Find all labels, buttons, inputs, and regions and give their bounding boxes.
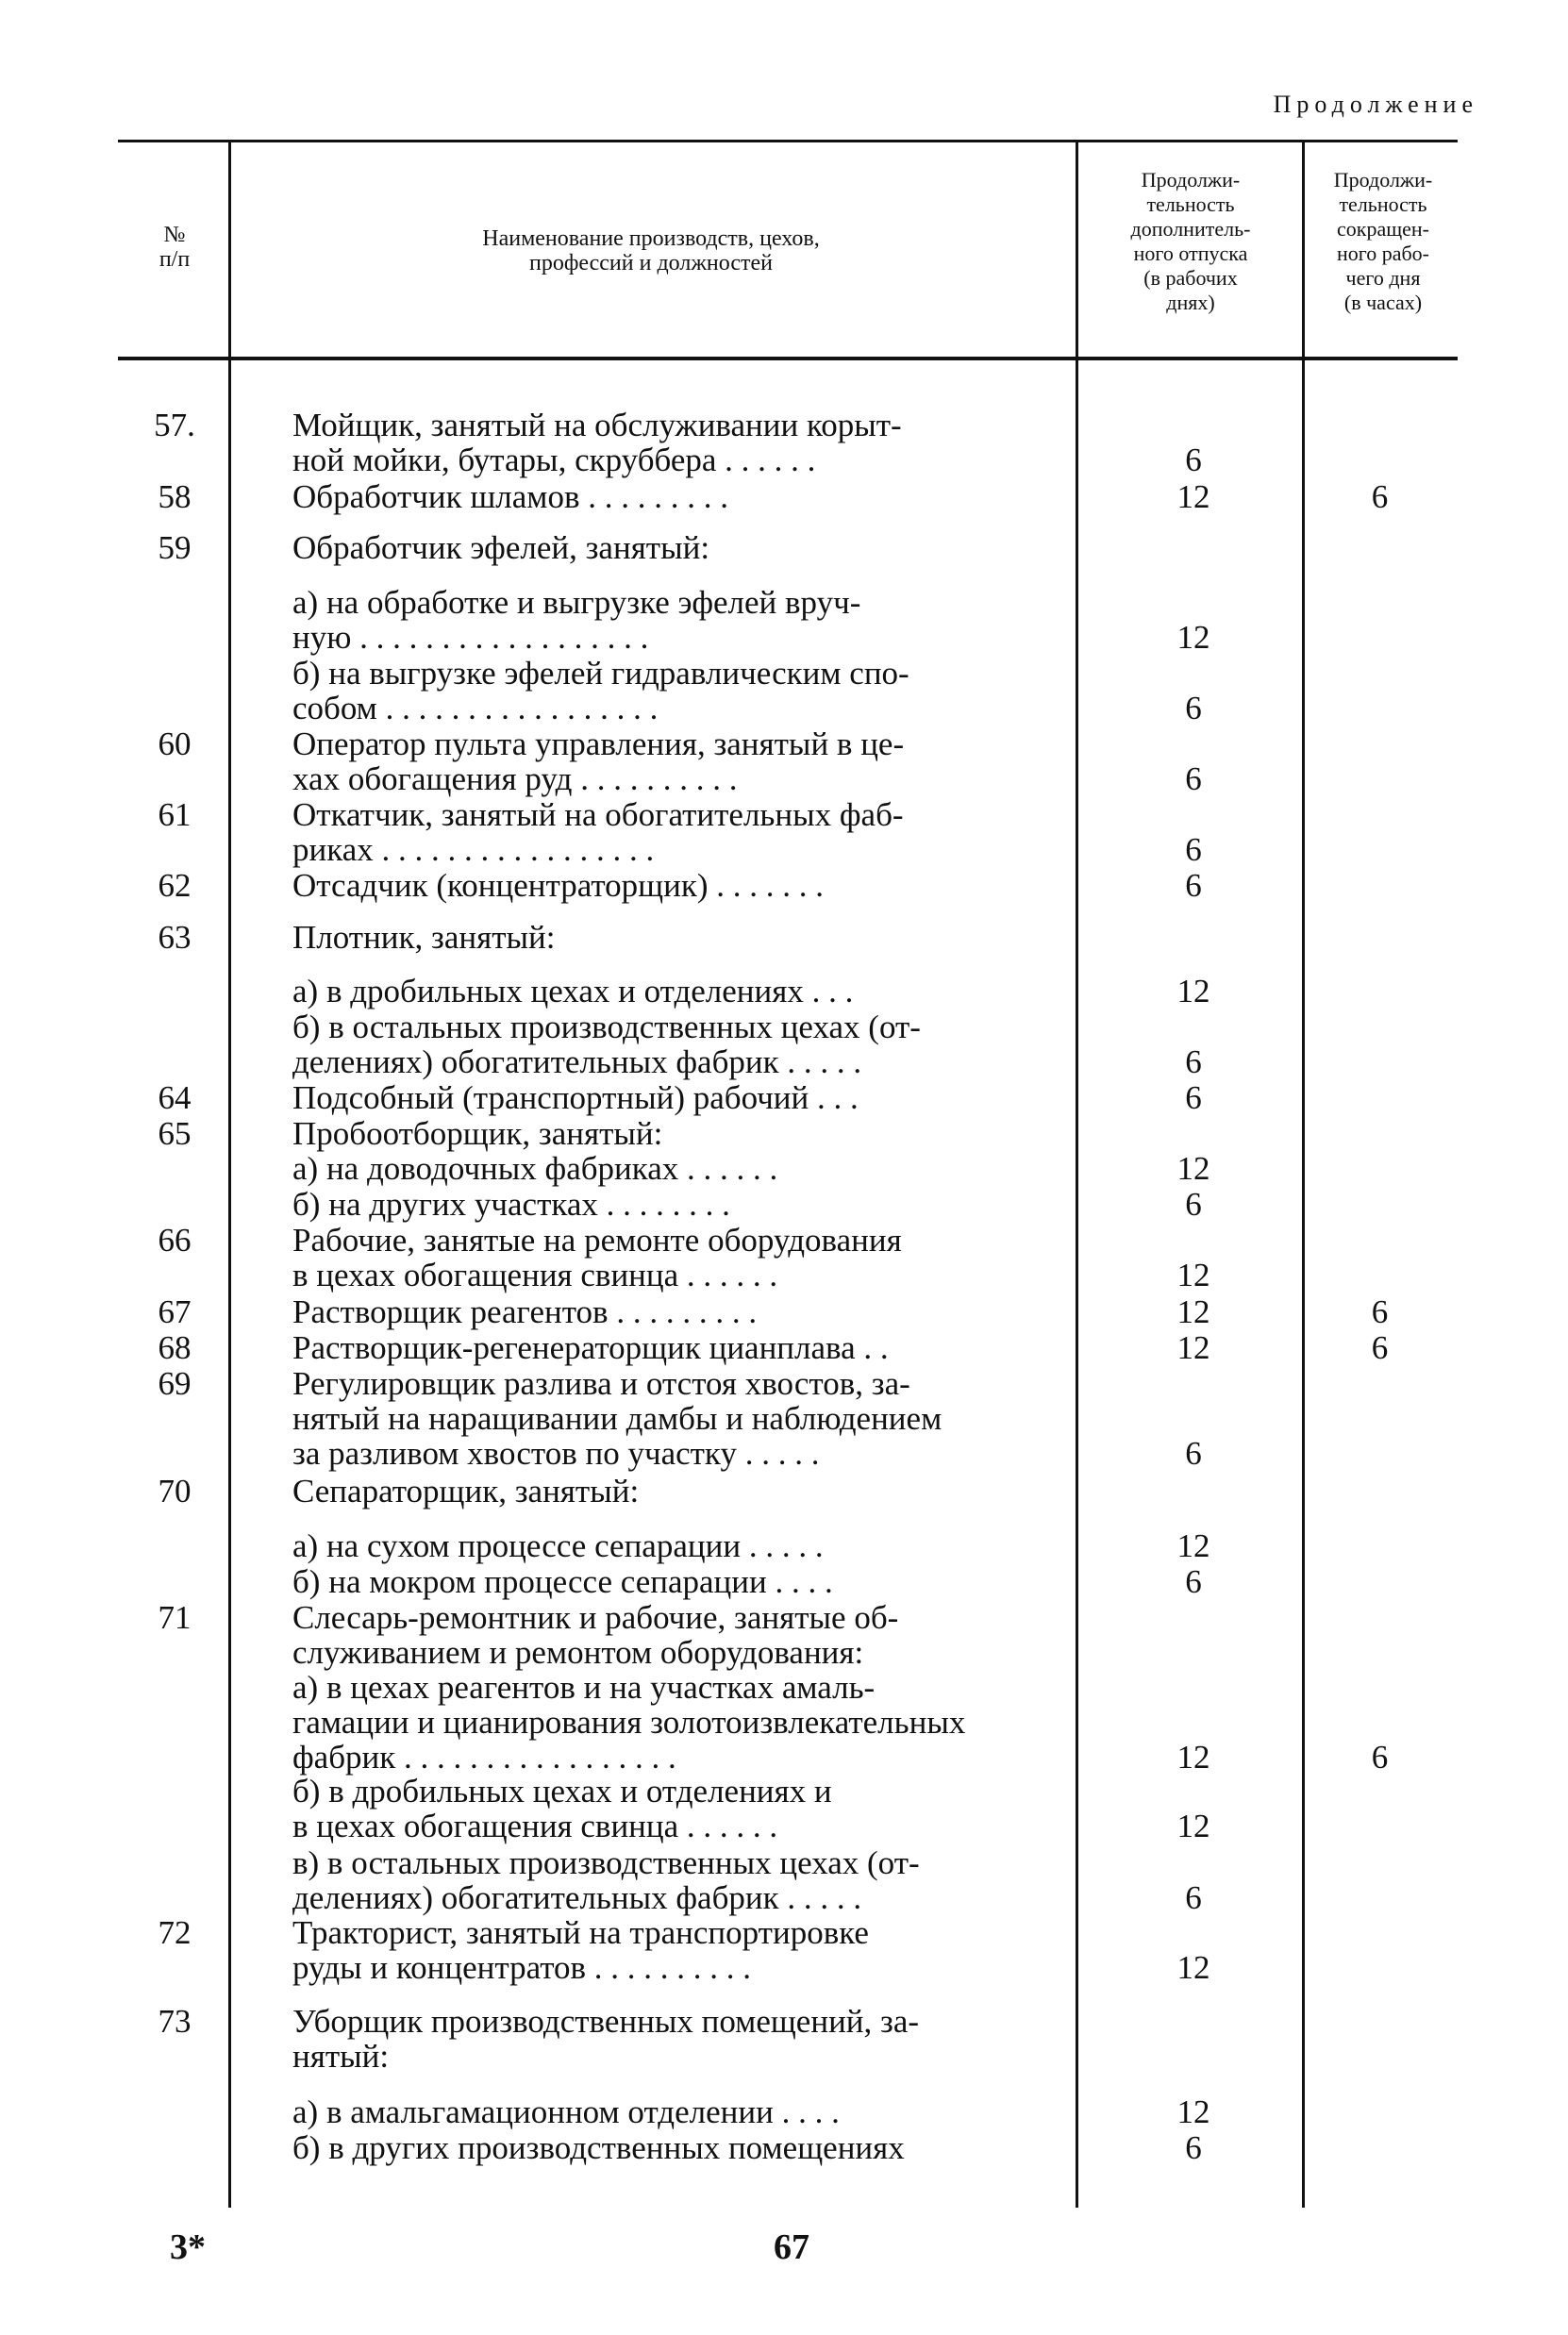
signature-mark: 3*	[170, 2227, 206, 2267]
row-title: Регулировщик разлива и отстоя хвостов, за- нятый на наращивании дамбы и наблюдением за разливом хвостов по участку . . . . .	[292, 1365, 942, 1472]
row-title: Плотник, занятый:	[292, 919, 556, 956]
row-number: 61	[158, 796, 192, 833]
row-title: Тракторист, занятый на транспортировке руды и концентратов . . . . . . . . . .	[292, 1914, 869, 1986]
row-number: 72	[158, 1914, 192, 1951]
row-title: Подсобный (транспортный) рабочий . . .	[292, 1079, 859, 1116]
leave-days: 12	[1176, 2093, 1210, 2130]
workday-hours: 6	[1371, 478, 1389, 515]
row-title: Обработчик шламов . . . . . . . . .	[292, 478, 728, 515]
row-title: а) в цехах реагентов и на участках амаль- гамации и цианирования золотоизвлекательных фабрик . . . . . . . . . . . . . . . . .	[292, 1669, 966, 1776]
header-name: Наименование производств, цехов, профессий и должностей	[482, 226, 820, 275]
leave-days: 6	[1185, 760, 1202, 797]
leave-days: 6	[1185, 831, 1202, 868]
column-divider-1	[228, 142, 231, 2208]
row-title: а) в амальгамационном отделении . . . .	[292, 2093, 840, 2130]
leave-days: 12	[1176, 1527, 1210, 1564]
leave-days: 12	[1176, 1739, 1210, 1776]
row-number: 65	[158, 1115, 192, 1152]
row-title: Уборщик производственных помещений, за- нятый:	[292, 2003, 920, 2075]
row-number: 68	[158, 1329, 192, 1366]
header-leave-duration: Продолжи- тельность дополнитель- ного отпуска (в рабочих днях)	[1130, 168, 1251, 314]
continued-label: Продолжение	[1273, 91, 1478, 118]
leave-days: 12	[1176, 619, 1210, 656]
leave-days: 12	[1176, 1329, 1210, 1366]
row-number: 73	[158, 2003, 192, 2040]
workday-hours: 6	[1371, 1739, 1389, 1776]
leave-days: 12	[1176, 1808, 1210, 1844]
leave-days: 6	[1185, 867, 1202, 904]
row-title: а) на обработке и выгрузке эфелей вруч- ную . . . . . . . . . . . . . . . . . .	[292, 584, 861, 656]
row-number: 71	[158, 1599, 192, 1636]
row-title: Слесарь-ремонтник и рабочие, занятые об- служиванием и ремонтом оборудования:	[292, 1599, 899, 1671]
leave-days: 6	[1185, 1879, 1202, 1916]
row-title: б) на других участках . . . . . . . .	[292, 1186, 730, 1223]
row-title: Отсадчик (концентраторщик) . . . . . . .	[292, 867, 825, 904]
row-title: в) в остальных производственных цехах (от- делениях) обогатительных фабрик . . . . .	[292, 1844, 920, 1916]
row-title: а) в дробильных цехах и отделениях . . .	[292, 973, 854, 1009]
leave-days: 6	[1185, 690, 1202, 726]
row-title: Обработчик эфелей, занятый:	[292, 529, 710, 566]
row-title: б) на мокром процессе сепарации . . . .	[292, 1563, 833, 1600]
leave-days: 6	[1185, 1186, 1202, 1223]
header-number: № п/п	[158, 223, 191, 272]
row-title: Растворщик реагентов . . . . . . . . .	[292, 1293, 758, 1330]
leave-days: 6	[1185, 1079, 1202, 1116]
row-number: 70	[158, 1473, 192, 1509]
row-title: б) на выгрузке эфелей гидравлическим спо- собом . . . . . . . . . . . . . . . . .	[292, 655, 909, 726]
row-title: Сепараторщик, занятый:	[292, 1473, 640, 1509]
workday-hours: 6	[1371, 1293, 1389, 1330]
leave-days: 6	[1185, 442, 1202, 478]
header-bottom-rule	[118, 357, 1458, 360]
header-workday-duration: Продолжи- тельность сокращен- ного рабо- чего дня (в часах)	[1333, 168, 1433, 314]
leave-days: 6	[1185, 1563, 1202, 1600]
row-title: б) в дробильных цехах и отделениях и в цехах обогащения свинца . . . . . .	[292, 1773, 832, 1844]
column-divider-3	[1302, 142, 1305, 2208]
row-number: 67	[158, 1293, 192, 1330]
leave-days: 12	[1176, 1293, 1210, 1330]
column-divider-2	[1076, 142, 1078, 2208]
leave-days: 12	[1176, 1257, 1210, 1293]
row-number: 59	[158, 529, 192, 566]
row-title: Растворщик-регенераторщик цианплава . .	[292, 1329, 889, 1366]
row-title: Оператор пульта управления, занятый в це- хах обогащения руд . . . . . . . . . .	[292, 726, 905, 797]
leave-days: 6	[1185, 1435, 1202, 1472]
leave-days: 12	[1176, 478, 1210, 515]
page-number: 67	[774, 2227, 809, 2267]
row-number: 58	[158, 478, 192, 515]
row-number: 69	[158, 1365, 192, 1402]
workday-hours: 6	[1371, 1329, 1389, 1366]
row-number: 62	[158, 867, 192, 904]
row-title: а) на сухом процессе сепарации . . . . .	[292, 1527, 824, 1564]
row-number: 64	[158, 1079, 192, 1116]
leave-days: 12	[1176, 973, 1210, 1009]
leave-days: 6	[1185, 1043, 1202, 1080]
row-number: 57.	[154, 407, 195, 443]
leave-days: 12	[1176, 1150, 1210, 1187]
row-number: 63	[158, 919, 192, 956]
row-title: а) на доводочных фабриках . . . . . .	[292, 1150, 778, 1187]
row-title: б) в других производственных помещениях	[292, 2129, 905, 2166]
table-top-rule	[118, 140, 1458, 142]
row-title: Откатчик, занятый на обогатительных фаб- риках . . . . . . . . . . . . . . . . .	[292, 796, 904, 868]
row-title: Мойщик, занятый на обслуживании корыт- ной мойки, бутары, скруббера . . . . . .	[292, 407, 902, 478]
row-number: 66	[158, 1222, 192, 1259]
row-title: Рабочие, занятые на ремонте оборудования в цехах обогащения свинца . . . . . .	[292, 1222, 902, 1293]
row-title: б) в остальных производственных цехах (от- делениях) обогатительных фабрик . . . . .	[292, 1009, 921, 1080]
row-title: Пробоотборщик, занятый:	[292, 1115, 663, 1152]
leave-days: 12	[1176, 1949, 1210, 1986]
row-number: 60	[158, 726, 192, 762]
leave-days: 6	[1185, 2129, 1202, 2166]
